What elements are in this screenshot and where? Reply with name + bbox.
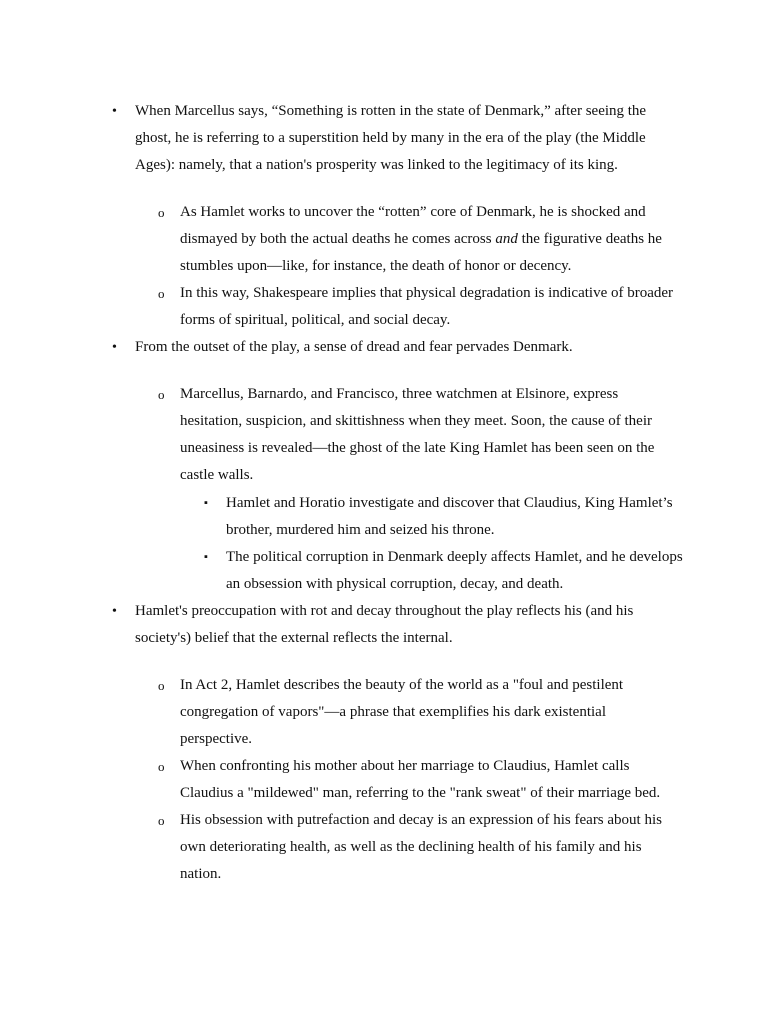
- sub-bullet-marker: o: [158, 813, 165, 828]
- sub-sub-bullet-marker: ▪: [204, 551, 208, 563]
- list-item-level-2: [180, 381, 680, 489]
- list-item-text: His obsession with putrefaction and decay is an expression of his fears about his own deteriorating health, as well as the declining health of his family and his nation.: [180, 812, 662, 882]
- sub-bullet-marker: o: [158, 759, 165, 774]
- list-item-level-1: [135, 334, 670, 361]
- list-item-text: When confronting his mother about her marriage to Claudius, Hamlet calls Claudius a "mildewed" man, referring to the "rank sweat" of their marriage bed.: [180, 758, 661, 801]
- list-item-level-3: [226, 490, 686, 544]
- list-item-text: In Act 2, Hamlet describes the beauty of the world as a "foul and pestilent congregation of vapors"—a phrase that exemplifies his dark existential perspective.: [180, 677, 624, 747]
- sub-sub-bullet-marker: ▪: [204, 497, 208, 509]
- sub-bullet-marker: o: [158, 205, 165, 220]
- list-item-level-2: [180, 672, 680, 753]
- list-item-text: The political corruption in Denmark deeply affects Hamlet, and he develops an obsession with physical corruption, decay, and death.: [226, 549, 683, 592]
- emphasis-text: and: [495, 231, 518, 247]
- list-item-level-1: [135, 598, 670, 652]
- list-item-text: Marcellus, Barnardo, and Francisco, three watchmen at Elsinore, express hesitation, suspicion, and skittishness when they meet. Soon, the cause of their uneasiness is revealed—the ghost of the late King Hamlet has been seen on the castle walls.: [180, 386, 655, 483]
- list-item-level-2: [180, 753, 680, 807]
- bullet-marker: •: [112, 604, 117, 619]
- list-item-level-2: [180, 280, 680, 334]
- sub-bullet-marker: o: [158, 678, 165, 693]
- list-item-level-2: [180, 199, 680, 280]
- bullet-marker: •: [112, 104, 117, 119]
- sub-bullet-marker: o: [158, 286, 165, 301]
- list-item-level-1: [135, 98, 670, 179]
- list-item-text: In this way, Shakespeare implies that physical degradation is indicative of broader forms of spiritual, political, and social decay.: [180, 285, 674, 328]
- bullet-marker: •: [112, 340, 117, 355]
- list-item-text: From the outset of the play, a sense of dread and fear pervades Denmark.: [135, 339, 573, 355]
- list-item-text: As Hamlet works to uncover the “rotten” core of Denmark, he is shocked and dismayed by both the actual deaths he comes across and the figurative deaths he stumbles upon—like, for instance, the death of honor or decency.: [180, 204, 662, 274]
- list-item-text: Hamlet's preoccupation with rot and decay throughout the play reflects his (and his society's) belief that the external reflects the internal.: [135, 603, 634, 646]
- sub-bullet-marker: o: [158, 387, 165, 402]
- list-item-text: Hamlet and Horatio investigate and discover that Claudius, King Hamlet’s brother, murdered him and seized his throne.: [226, 495, 673, 538]
- list-item-level-2: [180, 807, 680, 888]
- list-item-level-3: [226, 544, 686, 598]
- list-item-text: When Marcellus says, “Something is rotten in the state of Denmark,” after seeing the ghost, he is referring to a superstition held by many in the era of the play (the Middle Ages): namely, that a nation's prosperity was linked to the legitimacy of its king.: [135, 103, 647, 173]
